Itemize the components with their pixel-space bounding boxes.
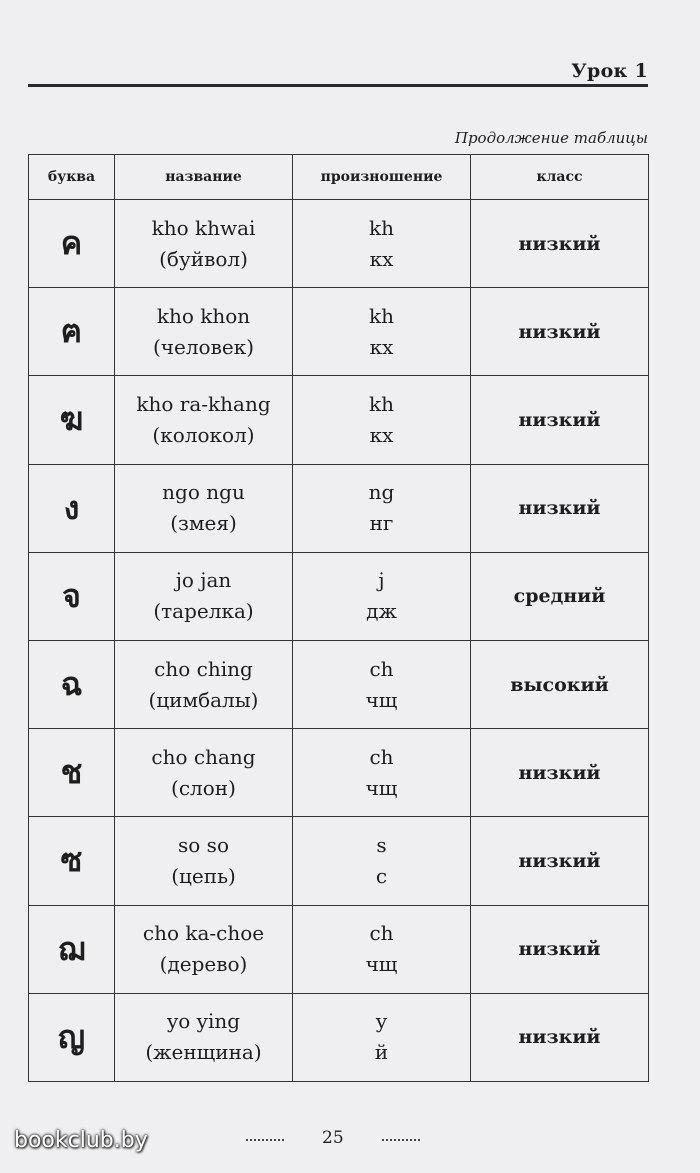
name-russian: (буйвол) — [159, 246, 248, 271]
table-row — [29, 288, 649, 376]
pronunciation-cell — [293, 288, 471, 376]
lesson-title: Урок 1 — [571, 60, 648, 82]
name-russian: (цепь) — [171, 863, 236, 888]
pronunciation-cell — [293, 464, 471, 552]
name-russian: (человек) — [152, 334, 254, 359]
table-header-row — [29, 155, 649, 200]
column-header-class: класс — [471, 155, 649, 200]
class-cell: средний — [471, 552, 649, 640]
class-cell: низкий — [471, 464, 649, 552]
name-cell — [115, 376, 293, 464]
pronunciation-latin: ch — [369, 744, 394, 769]
pronunciation-russian: чщ — [365, 775, 398, 800]
pronunciation-latin: kh — [369, 215, 394, 240]
letter-cell: ฉ — [29, 640, 115, 728]
pronunciation-cell — [293, 200, 471, 288]
letter-cell: ฅ — [29, 288, 115, 376]
name-latin: cho ching — [154, 656, 253, 681]
page-number-ornament-left — [246, 1139, 284, 1141]
pronunciation-russian: чщ — [365, 687, 398, 712]
class-cell: низкий — [471, 288, 649, 376]
name-cell — [115, 993, 293, 1081]
pronunciation-cell — [293, 905, 471, 993]
letter-cell: ง — [29, 464, 115, 552]
name-russian: (тарелка) — [153, 599, 254, 624]
pronunciation-russian: с — [375, 863, 388, 888]
pronunciation-cell — [293, 640, 471, 728]
watermark-logo: bookclub.by — [14, 1128, 148, 1153]
column-header-pronunciation: произношение — [293, 155, 471, 200]
name-cell — [115, 817, 293, 905]
pronunciation-russian: кх — [369, 422, 394, 447]
letter-cell: จ — [29, 552, 115, 640]
page-number: 25 — [322, 1128, 344, 1148]
pronunciation-cell — [293, 817, 471, 905]
name-cell — [115, 464, 293, 552]
name-russian: (цимбалы) — [148, 687, 259, 712]
pronunciation-latin: ng — [368, 480, 395, 505]
page-number-ornament-right — [382, 1139, 420, 1141]
name-cell — [115, 288, 293, 376]
name-latin: yo ying — [166, 1009, 241, 1034]
class-cell: низкий — [471, 993, 649, 1081]
class-cell: низкий — [471, 905, 649, 993]
name-latin: kho khon — [156, 303, 251, 328]
name-latin: so so — [178, 832, 229, 857]
pronunciation-cell — [293, 552, 471, 640]
table-row — [29, 905, 649, 993]
letter-cell: ฌ — [29, 905, 115, 993]
pronunciation-latin: kh — [369, 391, 394, 416]
pronunciation-latin: ch — [369, 921, 394, 946]
table-continuation-caption: Продолжение таблицы — [454, 129, 648, 147]
letter-cell: ฆ — [29, 376, 115, 464]
name-cell — [115, 200, 293, 288]
letter-cell: ซ — [29, 817, 115, 905]
letter-cell: ค — [29, 200, 115, 288]
header-rule — [28, 84, 648, 87]
pronunciation-russian: й — [374, 1040, 389, 1065]
class-cell: высокий — [471, 640, 649, 728]
pronunciation-cell — [293, 729, 471, 817]
name-russian: (дерево) — [159, 952, 248, 977]
class-cell: низкий — [471, 729, 649, 817]
table-row — [29, 993, 649, 1081]
thai-letters-table — [28, 154, 649, 1082]
name-cell — [115, 729, 293, 817]
name-russian: (змея) — [170, 511, 237, 536]
pronunciation-latin: ch — [369, 656, 394, 681]
pronunciation-cell — [293, 993, 471, 1081]
pronunciation-latin: y — [375, 1009, 388, 1034]
name-latin: cho chang — [151, 744, 256, 769]
name-russian: (женщина) — [145, 1040, 262, 1065]
name-cell — [115, 640, 293, 728]
pronunciation-latin: kh — [369, 303, 394, 328]
letter-cell: ญ — [29, 993, 115, 1081]
name-latin: cho ka-choe — [142, 921, 265, 946]
name-latin: ngo ngu — [162, 480, 245, 505]
name-latin: jo jan — [175, 568, 232, 593]
class-cell: низкий — [471, 376, 649, 464]
pronunciation-cell — [293, 376, 471, 464]
name-latin: kho ra-khang — [136, 391, 271, 416]
table-row — [29, 640, 649, 728]
column-header-letter: буква — [29, 155, 115, 200]
pronunciation-russian: дж — [366, 599, 397, 624]
table-row — [29, 817, 649, 905]
pronunciation-latin: s — [376, 832, 387, 857]
table-row — [29, 200, 649, 288]
column-header-name: название — [115, 155, 293, 200]
name-cell — [115, 905, 293, 993]
name-latin: kho khwai — [151, 215, 256, 240]
pronunciation-russian: нг — [369, 511, 394, 536]
pronunciation-russian: кх — [369, 246, 394, 271]
pronunciation-russian: кх — [369, 334, 394, 359]
name-cell — [115, 552, 293, 640]
pronunciation-russian: чщ — [365, 952, 398, 977]
table-row — [29, 376, 649, 464]
table-row — [29, 464, 649, 552]
table-row — [29, 729, 649, 817]
class-cell: низкий — [471, 817, 649, 905]
letter-cell: ช — [29, 729, 115, 817]
name-russian: (слон) — [171, 775, 236, 800]
name-russian: (колокол) — [152, 422, 255, 447]
class-cell: низкий — [471, 200, 649, 288]
pronunciation-latin: j — [378, 568, 385, 593]
table-row — [29, 552, 649, 640]
